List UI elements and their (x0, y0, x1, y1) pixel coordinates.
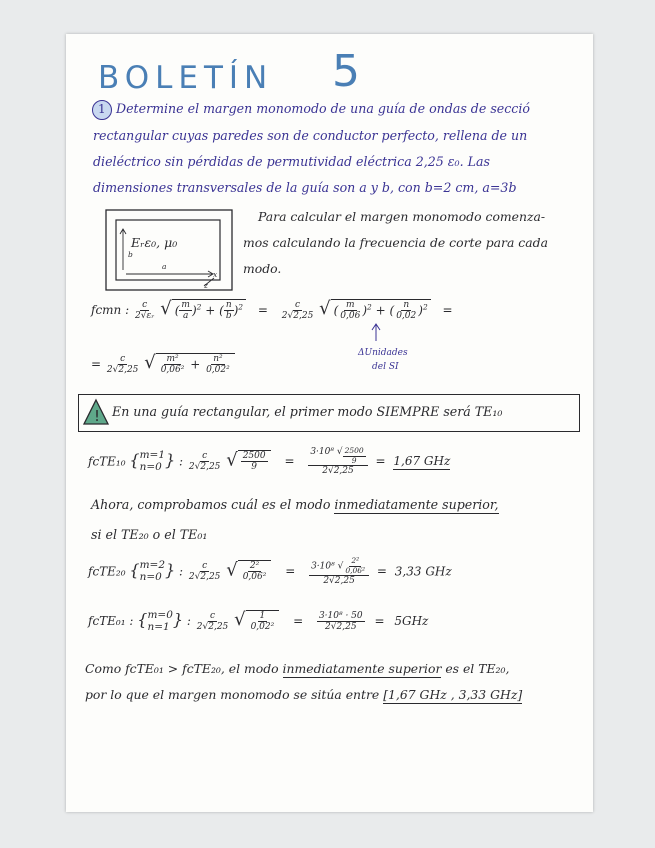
diagram-z-label: z (204, 281, 208, 290)
te10-formula: fcTE₁₀ { m=1 n=0 } : $\frac{c}{2√2,25}$ √ $\frac{2500}{9}$ = 3·10⁸ √ $\frac{2500}{9}$ 2√2,25 = 1,67 GHz (88, 446, 451, 477)
te01-formula: fcTE₀₁ : { m=0 n=1 } : $\frac{c}{2√2,25}$ √ $\frac{1}{\text{0,02²}}$ = $\frac{\text{3·10⁸ · 50}}{2√2,25}$ = 5GHz (88, 608, 429, 633)
explanation-line-2: mos calculando la frecuencia de corte para cada (243, 235, 548, 250)
cutoff-formula-numeric: = $\frac{c}{2√2,25}$ √ $\frac{\text{m²}}{\text{0,06²}}$ + $\frac{\text{n²}}{\text{0,02²}}$ (91, 352, 235, 375)
problem-line-3: dieléctrico sin pérdidas de permutividad eléctrica 2,25 ε₀. Las (93, 154, 490, 169)
warning-text: En una guía rectangular, el primer modo SIEMPRE será TE₁₀ (112, 404, 503, 419)
explanation-line-1: Para calcular el margen monomodo comenza- (258, 209, 546, 224)
circled-1-icon: 1 (92, 100, 112, 120)
conclusion-line-2: por lo que el margen monomodo se sitúa entre [1,67 GHz , 3,33 GHz] (85, 687, 523, 702)
diagram-a-label: a (162, 262, 167, 271)
diagram-x-label: x (213, 270, 218, 279)
conclusion-line-1: Como fcTE₀₁ > fcTE₂₀, el modo inmediatamente superior es el TE₂₀, (85, 661, 510, 676)
cutoff-formula: fcmn : $\frac{c}{\text{2√εᵣ}}$ √( $\frac{m}{a}$ )$^2$ + ( $\frac{n}{b}$ )$^2$ = $\frac{c}{2√2,25}$ √( $\frac{m}{0,06}$ )$^2$ + ( $\frac{n}{0,02}$ )$^2$ = (91, 298, 453, 321)
arrow-up-icon (368, 322, 384, 342)
page-title: BOLETÍN (98, 60, 274, 96)
diagram-b-label: b (128, 250, 133, 259)
te20-formula: fcTE₂₀ { m=2 n=0 } : $\frac{c}{2√2,25}$ √ $\frac{\text{2²}}{\text{0,06²}}$ = 3·10⁸ √ $\frac{\text{2²}}{\text{0,06²}}$ 2√2,25 = 3,33 GHz (88, 556, 452, 587)
si-note-line-2: del SI (372, 362, 399, 372)
transition-line-2: si el TE₂₀ o el TE₀₁ (91, 527, 208, 542)
problem-line-2: rectangular cuyas paredes son de conductor perfecto, rellena de un (93, 128, 528, 143)
problem-line-4: dimensiones transversales de la guía son a y b, con b=2 cm, a=3b (93, 180, 517, 195)
si-note-line-1: ΔUnidades (358, 348, 408, 358)
warning-icon (83, 398, 109, 426)
explanation-line-3: modo. (243, 261, 282, 276)
waveguide-diagram (104, 208, 236, 294)
diagram-medium-label: Eᵣε₀, μ₀ (131, 235, 178, 250)
svg-text:!: ! (94, 407, 101, 425)
transition-line-1: Ahora, comprobamos cuál es el modo inmediatamente superior, (91, 497, 499, 512)
problem-line-1: Determine el margen monomodo de una guía de ondas de secció (116, 101, 530, 116)
monomode-interval: [1,67 GHz , 3,33 GHz] (383, 687, 523, 702)
page-title-number: 5 (332, 46, 360, 97)
